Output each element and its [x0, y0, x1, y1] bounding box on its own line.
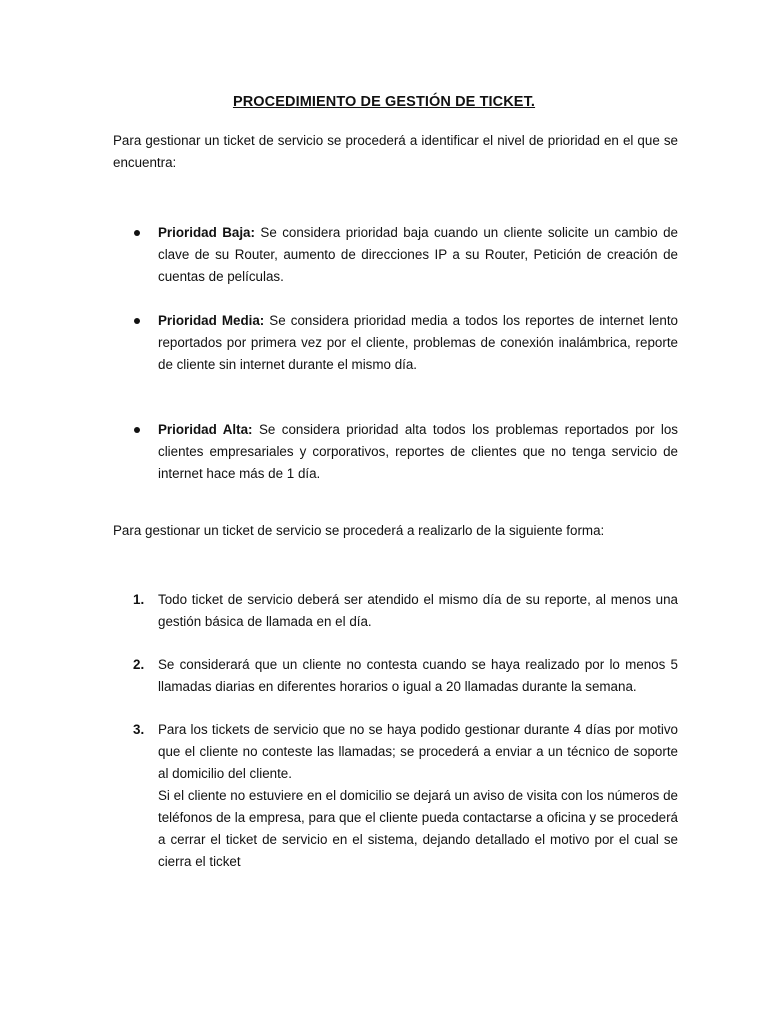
procedure-intro-paragraph: Para gestionar un ticket de servicio se procederá a realizarlo de la siguiente forma: — [113, 523, 605, 538]
bullet-icon — [134, 318, 140, 324]
intro-paragraph: Para gestionar un ticket de servicio se procederá a identificar el nivel de prioridad en el que se encuentra: — [113, 133, 678, 170]
step-item-3 — [113, 719, 678, 873]
priority-item-high — [113, 419, 678, 485]
priority-item-medium — [113, 310, 678, 376]
step-number: 1. — [133, 592, 145, 607]
step-number: 2. — [133, 657, 145, 672]
step-item-1 — [113, 589, 678, 633]
priority-label: Prioridad Baja: — [158, 225, 255, 240]
step-text: Para los tickets de servicio que no se haya podido gestionar durante 4 días por motivo que el cliente no conteste las llamadas; se procederá a enviar a un técnico de soporte al domicilio del cliente. — [158, 722, 678, 781]
bullet-icon — [134, 230, 140, 236]
priority-label: Prioridad Alta: — [158, 422, 253, 437]
priority-item-low — [113, 222, 678, 288]
step-number: 3. — [133, 722, 145, 737]
step-continuation-text: Si el cliente no estuviere en el domicilio se dejará un aviso de visita con los números de teléfonos de la empresa, para que el cliente pueda contactarse a oficina y se procederá a cerrar el ticket de servicio en el sistema, dejando detallado el motivo por el cual se cierra el ticket — [158, 788, 678, 869]
priority-text: Se considera prioridad media a todos los reportes de internet lento reportados por primera vez por el cliente, problemas de conexión inalámbrica, reporte de cliente sin internet durante el mismo día. — [158, 313, 678, 372]
step-item-2 — [113, 654, 678, 698]
bullet-icon — [134, 427, 140, 433]
step-text: Se considerará que un cliente no contesta cuando se haya realizado por lo menos 5 llamadas diarias en diferentes horarios o igual a 20 llamadas durante la semana. — [158, 657, 678, 694]
step-text: Todo ticket de servicio deberá ser atendido el mismo día de su reporte, al menos una gestión básica de llamada en el día. — [158, 592, 678, 629]
priority-text: Se considera prioridad baja cuando un cliente solicite un cambio de clave de su Router, aumento de direcciones IP a su Router, Petición de creación de cuentas de películas. — [158, 225, 678, 284]
priority-label: Prioridad Media: — [158, 313, 265, 328]
document-title: PROCEDIMIENTO DE GESTIÓN DE TICKET. — [232, 94, 536, 110]
priority-text: Se considera prioridad alta todos los problemas reportados por los clientes empresariales y corporativos, reportes de clientes que no tenga servicio de internet hace más de 1 día. — [158, 422, 678, 481]
